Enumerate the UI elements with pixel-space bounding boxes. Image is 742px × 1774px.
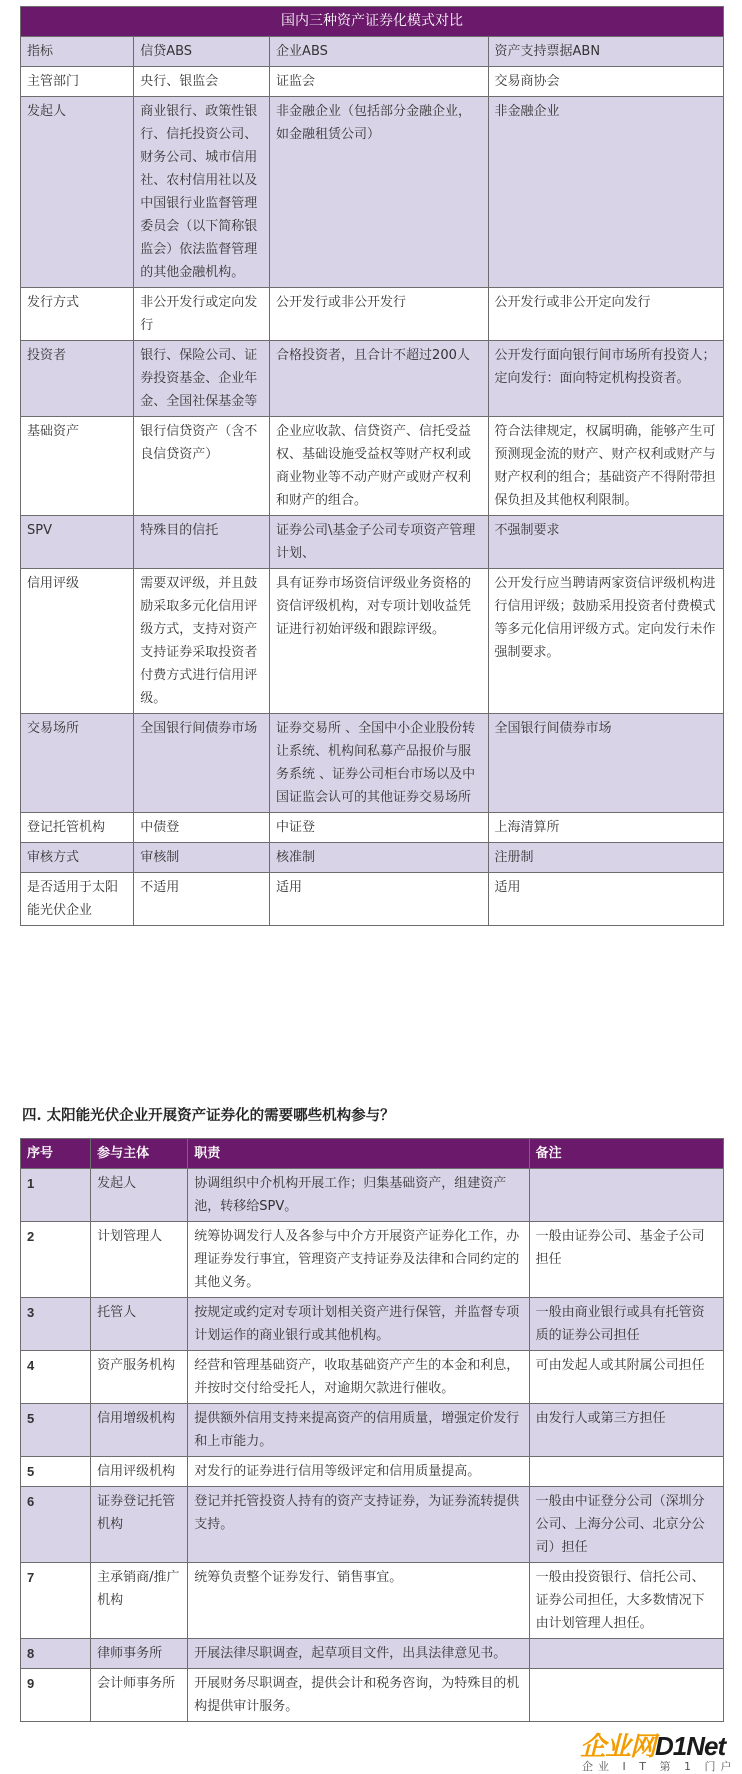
table-row — [21, 1669, 724, 1722]
table-cell: 发起人 — [21, 97, 134, 288]
participants-table-body — [21, 1139, 724, 1722]
table-cell: 商业银行、政策性银行、信托投资公司、财务公司、城市信用社、农村信用社以及中国银行业监督管理委员会（以下简称银监会）依法监督管理的其他金融机构。 — [134, 97, 270, 288]
table-cell: 2 — [21, 1222, 91, 1298]
table-cell — [529, 1639, 723, 1669]
table-cell: 证监会 — [270, 67, 488, 97]
header-cell: 资产支持票据ABN — [488, 37, 723, 67]
table-cell: 协调组织中介机构开展工作；归集基础资产，组建资产池，转移给SPV。 — [188, 1169, 529, 1222]
table-cell: 需要双评级，并且鼓励采取多元化信用评级方式，支持对资产支持证券采取投资者付费方式进行信用评级。 — [134, 569, 270, 714]
table-cell: 经营和管理基础资产，收取基础资产产生的本金和利息，并按时交付给受托人，对逾期欠款进行催收。 — [188, 1351, 529, 1404]
participants-table — [20, 1138, 724, 1722]
asset-securitization-comparison-table — [20, 6, 724, 926]
table-row — [21, 569, 724, 714]
table-cell: 交易场所 — [21, 714, 134, 813]
logo-brand-text: D1Net — [655, 1731, 726, 1761]
table-cell: 3 — [21, 1298, 91, 1351]
table-cell: 9 — [21, 1669, 91, 1722]
table-cell: 一般由商业银行或具有托管资质的证券公司担任 — [529, 1298, 723, 1351]
table-cell: 6 — [21, 1487, 91, 1563]
table-cell: 合格投资者，且合计不超过200人 — [270, 341, 488, 417]
logo-tagline: 企业 I T 第 1 门户 — [582, 1760, 737, 1773]
table-cell: 1 — [21, 1169, 91, 1222]
table-cell: 公开发行或非公开定向发行 — [488, 288, 723, 341]
table-cell: 公开发行面向银行间市场所有投资人；定向发行：面向特定机构投资者。 — [488, 341, 723, 417]
table-cell: 发起人 — [91, 1169, 188, 1222]
table-cell: SPV — [21, 516, 134, 569]
table-cell: 统筹协调发行人及各参与中介方开展资产证券化工作，办理证券发行事宜，管理资产支持证券及法律和合同约定的其他义务。 — [188, 1222, 529, 1298]
table-cell: 开展法律尽职调查，起草项目文件，出具法律意见书。 — [188, 1639, 529, 1669]
table-cell: 登记托管机构 — [21, 813, 134, 843]
table-cell: 登记并托管投资人持有的资产支持证券，为证券流转提供支持。 — [188, 1487, 529, 1563]
table-row — [21, 714, 724, 813]
table-cell: 证券公司\基金子公司专项资产管理计划、 — [270, 516, 488, 569]
table-row — [21, 67, 724, 97]
table-cell: 由发行人或第三方担任 — [529, 1404, 723, 1457]
table-row — [21, 1639, 724, 1669]
header-cell: 职责 — [188, 1139, 529, 1169]
table-cell: 非公开发行或定向发行 — [134, 288, 270, 341]
table-title: 国内三种资产证券化模式对比 — [21, 7, 724, 37]
table-row — [21, 843, 724, 873]
table-row — [21, 813, 724, 843]
table-row — [21, 417, 724, 516]
table-cell: 银行、保险公司、证券投资基金、企业年金、全国社保基金等 — [134, 341, 270, 417]
table-cell: 注册制 — [488, 843, 723, 873]
table-header-row — [21, 37, 724, 67]
table-cell: 信用评级机构 — [91, 1457, 188, 1487]
header-cell: 信贷ABS — [134, 37, 270, 67]
table-cell — [529, 1669, 723, 1722]
table-cell: 律师事务所 — [91, 1639, 188, 1669]
table-cell: 非金融企业（包括部分金融企业，如金融租赁公司） — [270, 97, 488, 288]
table-cell — [529, 1169, 723, 1222]
table-cell: 按规定或约定对专项计划相关资产进行保管，并监督专项计划运作的商业银行或其他机构。 — [188, 1298, 529, 1351]
table-cell: 一般由证券公司、基金子公司担任 — [529, 1222, 723, 1298]
table-header-row — [21, 1139, 724, 1169]
header-cell: 序号 — [21, 1139, 91, 1169]
table-cell: 上海清算所 — [488, 813, 723, 843]
table-row — [21, 1351, 724, 1404]
table-cell: 一般由投资银行、信托公司、证券公司担任，大多数情况下由计划管理人担任。 — [529, 1563, 723, 1639]
header-cell: 企业ABS — [270, 37, 488, 67]
header-cell: 指标 — [21, 37, 134, 67]
table-cell: 资产服务机构 — [91, 1351, 188, 1404]
table-cell: 8 — [21, 1639, 91, 1669]
table-cell: 主管部门 — [21, 67, 134, 97]
table-cell: 信用评级 — [21, 569, 134, 714]
table-row — [21, 516, 724, 569]
table-cell: 公开发行应当聘请两家资信评级机构进行信用评级；鼓励采用投资者付费模式等多元化信用评级方式。定向发行未作强制要求。 — [488, 569, 723, 714]
table-cell: 可由发起人或其附属公司担任 — [529, 1351, 723, 1404]
table-cell: 7 — [21, 1563, 91, 1639]
table-cell: 非金融企业 — [488, 97, 723, 288]
table-row — [21, 1222, 724, 1298]
table-cell: 会计师事务所 — [91, 1669, 188, 1722]
table-cell: 中债登 — [134, 813, 270, 843]
table-cell: 符合法律规定，权属明确，能够产生可预测现金流的财产、财产权利或财产与财产权利的组合；基础资产不得附带担保负担及其他权利限制。 — [488, 417, 723, 516]
d1net-logo — [580, 1726, 742, 1772]
table-cell: 适用 — [488, 873, 723, 926]
table-cell: 特殊目的信托 — [134, 516, 270, 569]
table-cell: 计划管理人 — [91, 1222, 188, 1298]
table-cell: 对发行的证券进行信用等级评定和信用质量提高。 — [188, 1457, 529, 1487]
table-cell: 提供额外信用支持来提高资产的信用质量，增强定价发行和上市能力。 — [188, 1404, 529, 1457]
table-row — [21, 1457, 724, 1487]
table-row — [21, 873, 724, 926]
table-cell: 5 — [21, 1404, 91, 1457]
table-cell: 公开发行或非公开发行 — [270, 288, 488, 341]
logo-main-text: 企业网 — [580, 1731, 656, 1761]
table-cell: 核准制 — [270, 843, 488, 873]
table-cell: 投资者 — [21, 341, 134, 417]
table-row — [21, 288, 724, 341]
table-cell: 企业应收款、信贷资产、信托受益权、基础设施受益权等财产权利或商业物业等不动产财产或财产权利和财产的组合。 — [270, 417, 488, 516]
comparison-table-body — [21, 7, 724, 926]
table-row — [21, 1169, 724, 1222]
table-cell: 全国银行间债券市场 — [488, 714, 723, 813]
table-cell: 主承销商/推广机构 — [91, 1563, 188, 1639]
table-cell: 是否适用于太阳能光伏企业 — [21, 873, 134, 926]
table-cell: 开展财务尽职调查，提供会计和税务咨询，为特殊目的机构提供审计服务。 — [188, 1669, 529, 1722]
table-row — [21, 341, 724, 417]
table-title-row — [21, 7, 724, 37]
table-cell: 不适用 — [134, 873, 270, 926]
table-row — [21, 1487, 724, 1563]
table-cell: 4 — [21, 1351, 91, 1404]
table-cell: 具有证券市场资信评级业务资格的资信评级机构，对专项计划收益凭证进行初始评级和跟踪评级。 — [270, 569, 488, 714]
table-cell: 基础资产 — [21, 417, 134, 516]
table-cell: 一般由中证登分公司（深圳分公司、上海分公司、北京分公司）担任 — [529, 1487, 723, 1563]
header-cell: 参与主体 — [91, 1139, 188, 1169]
table-cell: 统筹负责整个证券发行、销售事宜。 — [188, 1563, 529, 1639]
header-cell: 备注 — [529, 1139, 723, 1169]
table-cell: 审核方式 — [21, 843, 134, 873]
table-cell: 银行信贷资产（含不良信贷资产） — [134, 417, 270, 516]
table-row — [21, 1563, 724, 1639]
table-cell: 证券交易所 、全国中小企业股份转让系统、机构间私募产品报价与服务系统 、证券公司柜台市场以及中国证监会认可的其他证券交易场所 — [270, 714, 488, 813]
table-row — [21, 97, 724, 288]
section-heading: 四. 太阳能光伏企业开展资产证券化的需要哪些机构参与？ — [22, 1107, 395, 1124]
table-row — [21, 1298, 724, 1351]
table-cell: 适用 — [270, 873, 488, 926]
table-cell: 5 — [21, 1457, 91, 1487]
table-cell: 中证登 — [270, 813, 488, 843]
table-cell: 发行方式 — [21, 288, 134, 341]
table-cell: 全国银行间债券市场 — [134, 714, 270, 813]
table-cell: 证券登记托管机构 — [91, 1487, 188, 1563]
table-cell: 央行、银监会 — [134, 67, 270, 97]
table-cell — [529, 1457, 723, 1487]
table-row — [21, 1404, 724, 1457]
table-cell: 审核制 — [134, 843, 270, 873]
table-cell: 交易商协会 — [488, 67, 723, 97]
table-cell: 托管人 — [91, 1298, 188, 1351]
table-cell: 不强制要求 — [488, 516, 723, 569]
table-cell: 信用增级机构 — [91, 1404, 188, 1457]
